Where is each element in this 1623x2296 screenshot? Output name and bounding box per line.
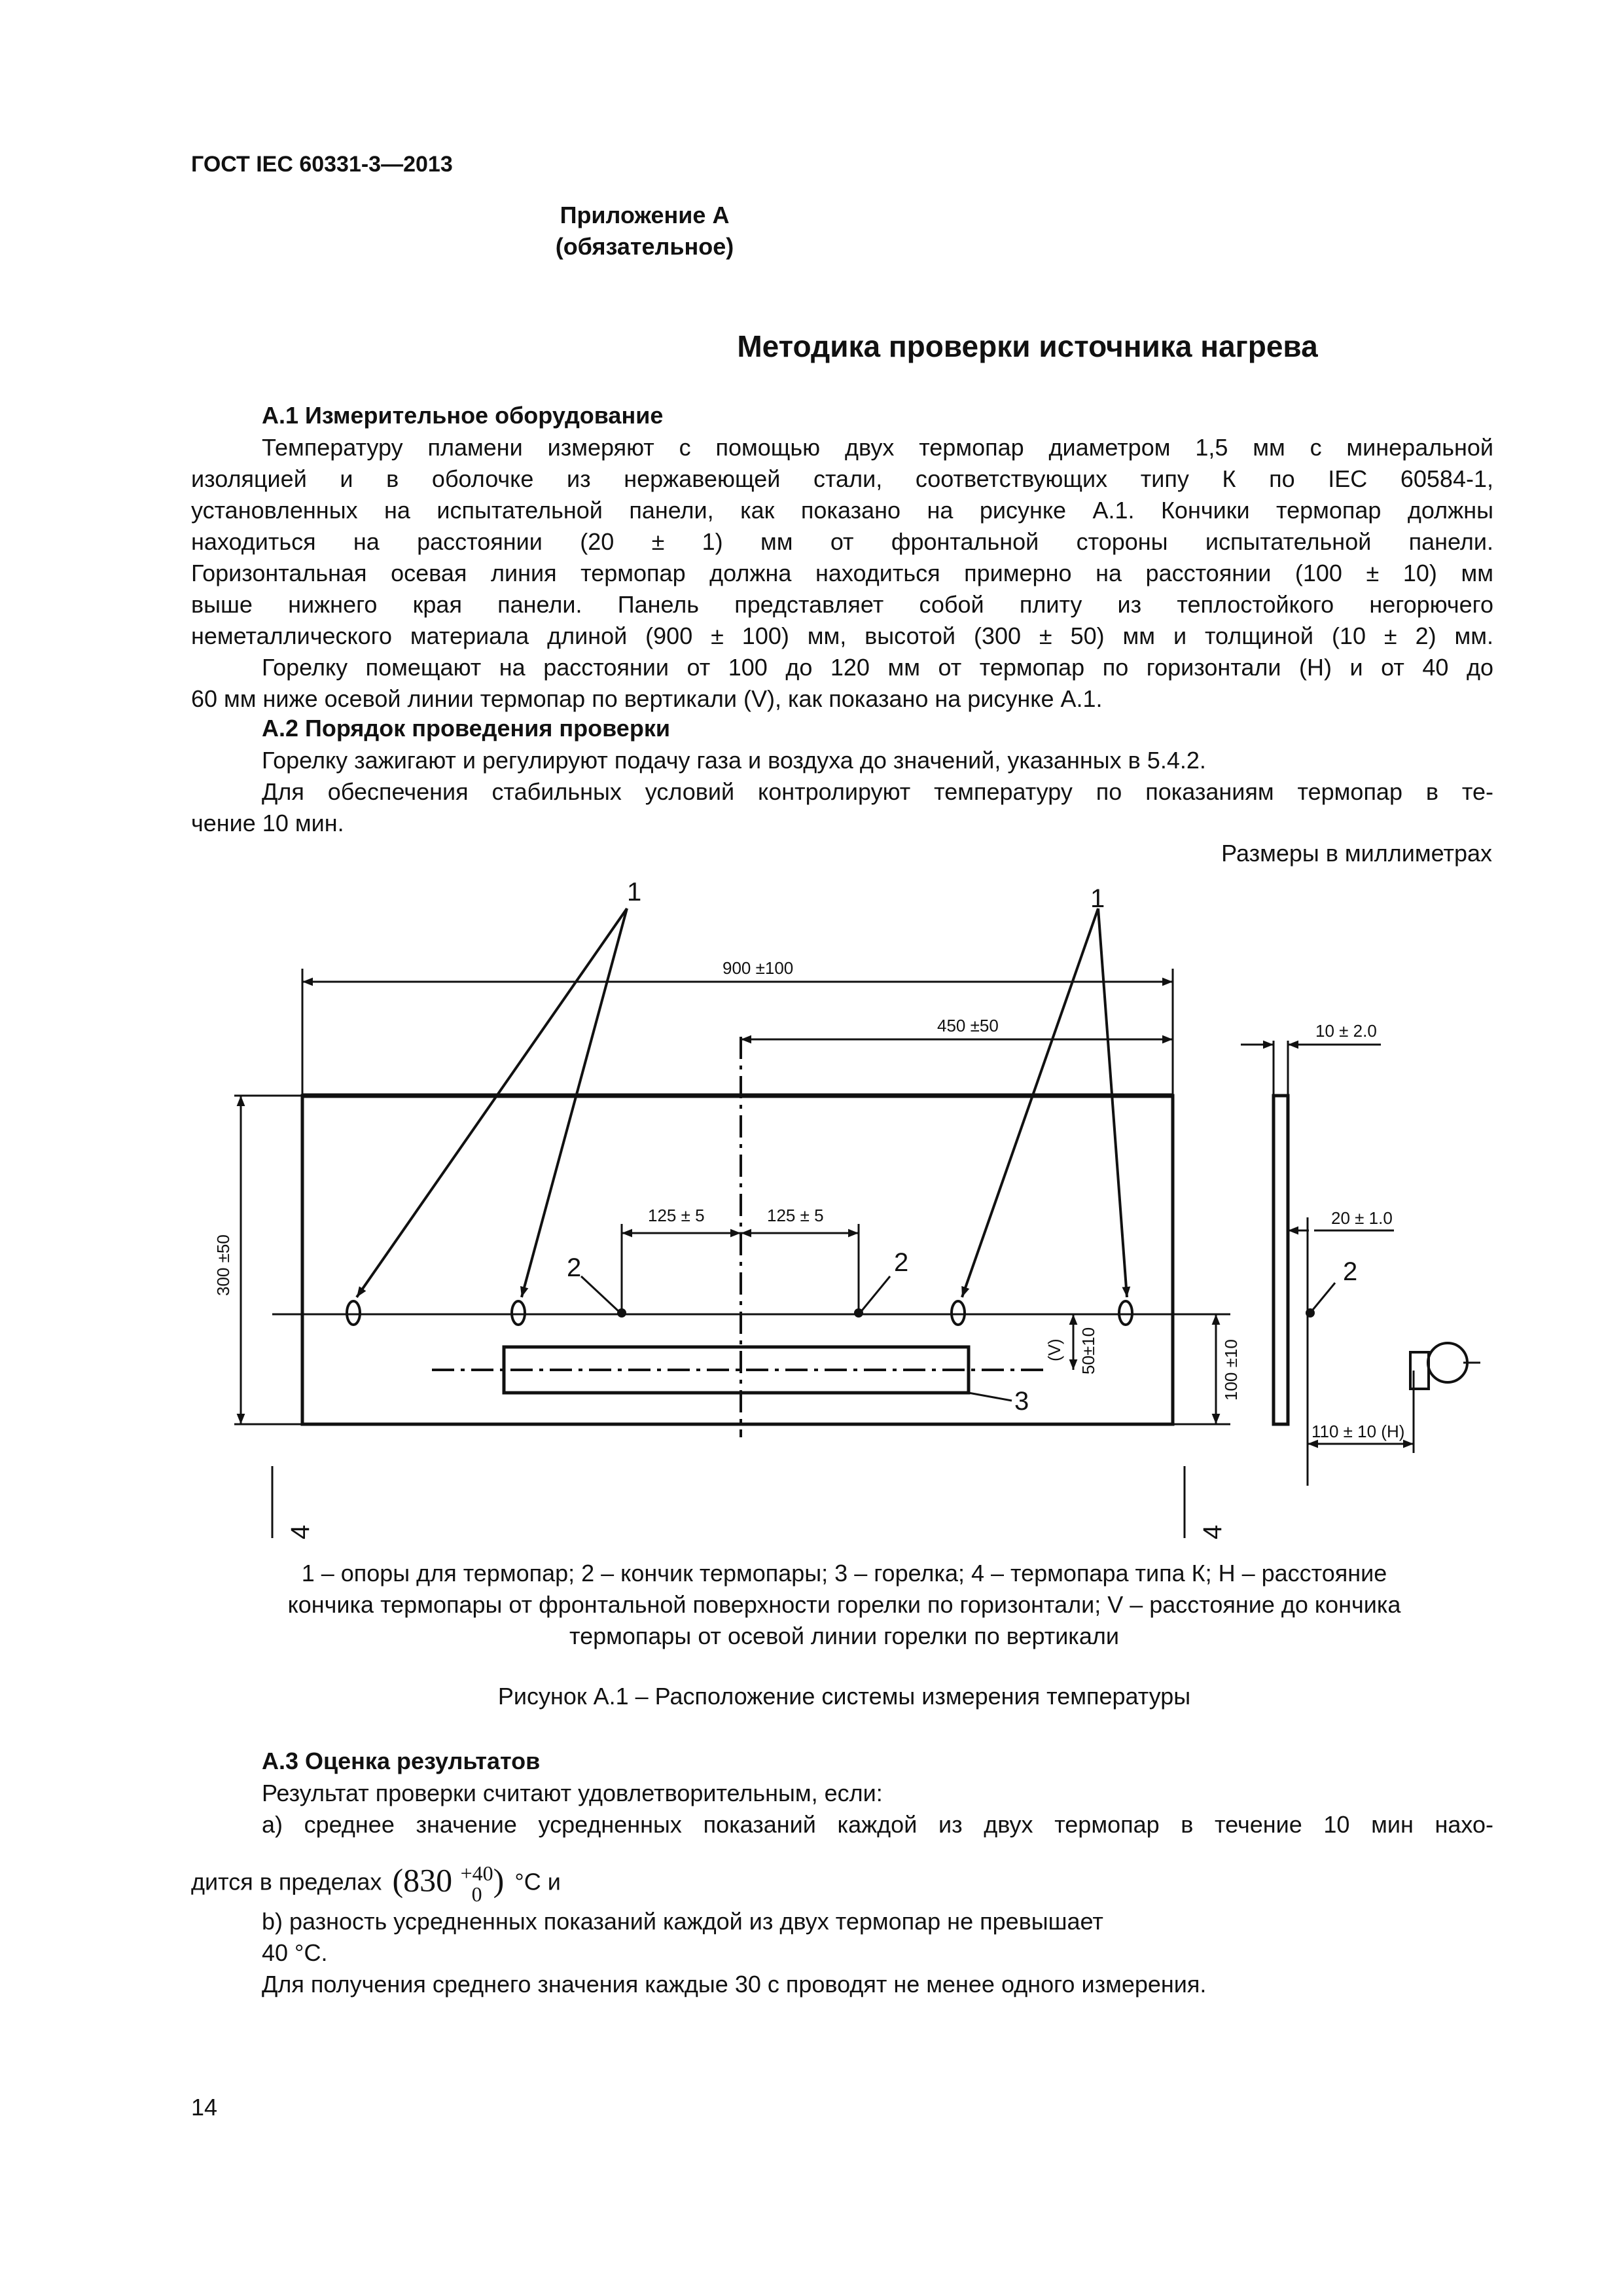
label-h-dist: 110 ± 10 (H)	[1311, 1422, 1405, 1441]
tolerance-lower: 0	[471, 1882, 482, 1906]
text-line: Горелку зажигают и регулируют подачу газа и воздуха до значений, указанных в 5.4.2.	[262, 747, 1206, 774]
thermocouple-tip	[1306, 1308, 1315, 1318]
label-tc-left: 125 ± 5	[648, 1206, 705, 1225]
text-line: неметаллического материала длиной (900 ± 100) мм, высотой (300 ± 50) мм и толщиной (10 ± 2) мм.	[191, 622, 1493, 649]
legend-line: 1 – опоры для термопар; 2 – кончик термопары; 3 – горелка; 4 – термопара типа К; H – расстояние	[301, 1560, 1387, 1587]
figure-caption: Рисунок А.1 – Расположение системы измерения температуры	[497, 1683, 1191, 1710]
label-4-right: 4	[1198, 1524, 1227, 1539]
figure-legend	[196, 1558, 1492, 1652]
section-a3-intro: Результат проверки считают удовлетворительным, если:	[262, 1780, 883, 1806]
label-1-right: 1	[1090, 884, 1105, 913]
appendix-status: (обязательное)	[555, 233, 734, 260]
label-3: 3	[1014, 1387, 1029, 1416]
page-number: 14	[191, 2094, 218, 2121]
section-a2-heading: А.2 Порядок проведения проверки	[262, 715, 670, 742]
standard-designation: ГОСТ IEC 60331-3—2013	[191, 152, 453, 177]
text-line: выше нижнего края панели. Панель представляет собой плиту из теплостойкого негорючего	[191, 591, 1493, 618]
label-4-left: 4	[286, 1524, 315, 1539]
text-line: Горизонтальная осевая линия термопар должна находиться примерно на расстоянии (100 ± 10) мм	[191, 560, 1493, 586]
text-line: 60 мм ниже осевой линии термопар по вертикали (V), как показано на рисунке А.1.	[191, 685, 1103, 712]
document-title-text: Методика проверки источника нагрева	[737, 329, 1318, 363]
condition-b-line-1: b) разность усредненных показаний каждой из двух термопар не превышает	[262, 1908, 1103, 1935]
tolerance	[461, 1863, 493, 1905]
tolerance-upper: +40	[460, 1861, 493, 1885]
temperature-value: 830	[403, 1861, 453, 1899]
label-length: 900 ±100	[722, 958, 794, 978]
section-a1-heading: А.1 Измерительное оборудование	[262, 402, 664, 429]
label-2-right: 2	[894, 1248, 909, 1277]
text-line: Для обеспечения стабильных условий контролируют температуру по показаниям термопар в те-	[262, 778, 1493, 805]
text-line: чение 10 мин.	[191, 810, 344, 836]
label-tc-height: 100 ±10	[1221, 1339, 1241, 1401]
panel-side-view	[1274, 1096, 1288, 1424]
support-oval	[1119, 1301, 1132, 1325]
legend-line: термопары от осевой линии горелки по вертикали	[569, 1623, 1119, 1649]
support-oval	[952, 1301, 965, 1325]
text-line: Горелку помещают на расстоянии от 100 до 120 мм от термопар по горизонтали (H) и от 40 до	[262, 654, 1493, 681]
condition-a-suffix: °C и	[514, 1868, 561, 1895]
label-2-side: 2	[1343, 1257, 1358, 1286]
label-tc-right: 125 ± 5	[767, 1206, 824, 1225]
text-line: Температуру пламени измеряют с помощью двух термопар диаметром 1,5 мм с минеральной	[262, 434, 1493, 461]
test-panel	[302, 1096, 1173, 1424]
thermocouple-tip	[854, 1308, 863, 1318]
condition-a-prefix: дится в пределах	[191, 1868, 382, 1895]
temperature-formula: (830 +40 0 )	[392, 1861, 505, 1906]
units-note: Размеры в миллиметрах	[1221, 840, 1492, 867]
text-line: установленных на испытательной панели, как показано на рисунке А.1. Кончики термопар должны	[191, 497, 1493, 524]
label-half: 450 ±50	[937, 1016, 999, 1035]
section-a3-heading: А.3 Оценка результатов	[262, 1748, 541, 1774]
appendix-title: Приложение А	[560, 202, 730, 228]
label-tip-offset: 20 ± 1.0	[1331, 1208, 1393, 1228]
label-1-left: 1	[627, 878, 642, 906]
measurement-note: Для получения среднего значения каждые 30 с проводят не менее одного измерения.	[262, 1971, 1207, 1998]
text-line: изоляцией и в оболочке из нержавеющей стали, соответствующих типу К по IEC 60584-1,	[191, 465, 1493, 492]
thermocouple-tip	[617, 1308, 626, 1318]
label-height: 300 ±50	[213, 1234, 233, 1296]
label-2-left: 2	[567, 1253, 582, 1282]
label-v-sym: (V)	[1044, 1338, 1064, 1361]
legend-line: кончика термопары от фронтальной поверхности горелки по горизонтали; V – расстояние до кончика	[287, 1591, 1401, 1618]
label-v-dist: 50±10	[1079, 1327, 1098, 1374]
support-oval	[512, 1301, 525, 1325]
text-line: находиться на расстоянии (20 ± 1) мм от фронтальной стороны испытательной панели.	[191, 528, 1493, 555]
label-thickness: 10 ± 2.0	[1315, 1021, 1377, 1041]
condition-a-line-1: a) среднее значение усредненных показаний каждой из двух термопар в течение 10 мин нахо-	[262, 1811, 1493, 1838]
support-oval	[347, 1301, 360, 1325]
condition-b-line-2: 40 °C.	[262, 1939, 328, 1966]
